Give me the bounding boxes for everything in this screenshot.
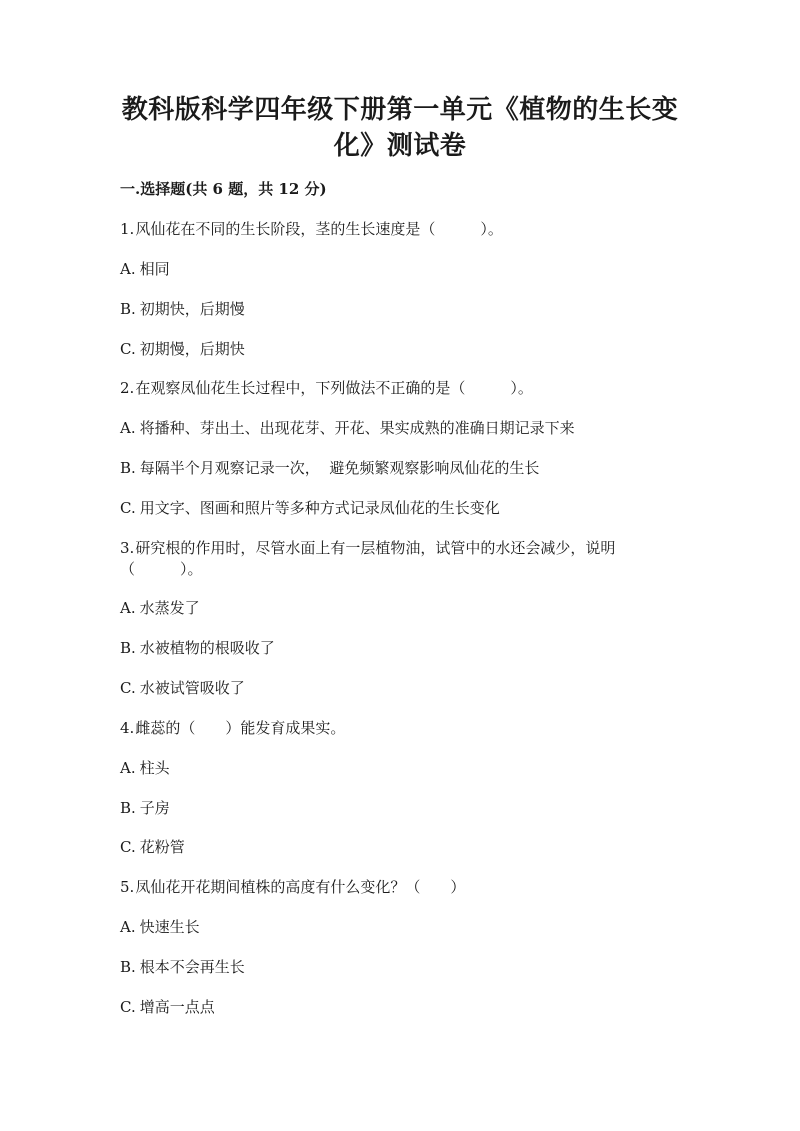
- option-4c: [120, 836, 185, 858]
- option-1a: [120, 258, 170, 280]
- option-text: 根本不会再生长: [139, 958, 245, 976]
- option-text: 水蒸发了: [139, 599, 200, 617]
- option-letter: C.: [120, 998, 136, 1016]
- option-3b: [120, 637, 275, 659]
- question-text: 在观察凤仙花生长过程中，下列做法不正确的是（ ）。: [135, 379, 533, 397]
- option-text: 花粉管: [139, 838, 185, 856]
- option-letter: B.: [120, 958, 136, 976]
- exam-title-line1: 教科版科学四年级下册第一单元《植物的生长变: [121, 95, 679, 125]
- question-number: 4.: [120, 719, 135, 737]
- question-text-line2: （ ）。: [120, 560, 203, 578]
- option-text: 初期慢，后期快: [139, 340, 245, 358]
- question-3: [120, 537, 615, 559]
- option-5c: [120, 996, 215, 1018]
- question-text: 凤仙花开花期间植株的高度有什么变化？（ ）: [135, 878, 466, 896]
- exam-title-line2: 化》测试卷: [333, 131, 467, 161]
- option-letter: A.: [120, 260, 136, 278]
- option-2b: [120, 457, 539, 479]
- question-3-continued: [120, 558, 203, 580]
- option-text: 水被试管吸收了: [139, 679, 245, 697]
- option-4a: [120, 757, 170, 779]
- option-3a: [120, 597, 200, 619]
- option-5b: [120, 956, 245, 978]
- option-1b: [120, 298, 245, 320]
- option-5a: [120, 916, 200, 938]
- option-text: 增高一点点: [139, 998, 215, 1016]
- option-text: 将播种、芽出土、出现花芽、开花、果实成熟的准确日期记录下来: [139, 419, 575, 437]
- option-text: 柱头: [139, 759, 170, 777]
- option-letter: C.: [120, 499, 136, 517]
- option-text: 子房: [139, 799, 170, 817]
- option-letter: A.: [120, 918, 136, 936]
- option-letter: A.: [120, 759, 136, 777]
- question-number: 2.: [120, 379, 135, 397]
- option-letter: C.: [120, 838, 136, 856]
- option-2a: [120, 417, 575, 439]
- option-text: 用文字、图画和照片等多种方式记录凤仙花的生长变化: [139, 499, 500, 517]
- question-text: 风仙花在不同的生长阶段，茎的生长速度是（ ）。: [135, 220, 503, 238]
- option-letter: B.: [120, 459, 136, 477]
- option-letter: A.: [120, 599, 136, 617]
- option-text: 相同: [139, 260, 170, 278]
- question-2: [120, 377, 533, 399]
- option-1c: [120, 338, 245, 360]
- question-5: [120, 876, 465, 898]
- option-3c: [120, 677, 245, 699]
- option-letter: A.: [120, 419, 136, 437]
- option-2c: [120, 497, 500, 519]
- option-letter: B.: [120, 639, 136, 657]
- option-letter: B.: [120, 300, 136, 318]
- option-4b: [120, 797, 170, 819]
- option-text: 初期快，后期慢: [139, 300, 245, 318]
- option-letter: C.: [120, 679, 136, 697]
- option-letter: C.: [120, 340, 136, 358]
- option-text: 水被植物的根吸收了: [139, 639, 275, 657]
- question-1: [120, 218, 503, 240]
- question-text-line1: 研究根的作用时，尽管水面上有一层植物油，试管中的水还会减少，说明: [135, 539, 616, 557]
- question-4: [120, 717, 345, 739]
- question-text: 雌蕊的（ ）能发育成果实。: [135, 719, 346, 737]
- exam-title: [100, 92, 700, 164]
- question-number: 1.: [120, 220, 135, 238]
- question-number: 5.: [120, 878, 135, 896]
- option-letter: B.: [120, 799, 136, 817]
- section-heading: 一.选择题(共 6 题，共 12 分): [120, 180, 327, 198]
- option-text: 快速生长: [139, 918, 200, 936]
- option-text: 每隔半个月观察记录一次， 避免频繁观察影响凤仙花的生长: [139, 459, 540, 477]
- question-number: 3.: [120, 539, 135, 557]
